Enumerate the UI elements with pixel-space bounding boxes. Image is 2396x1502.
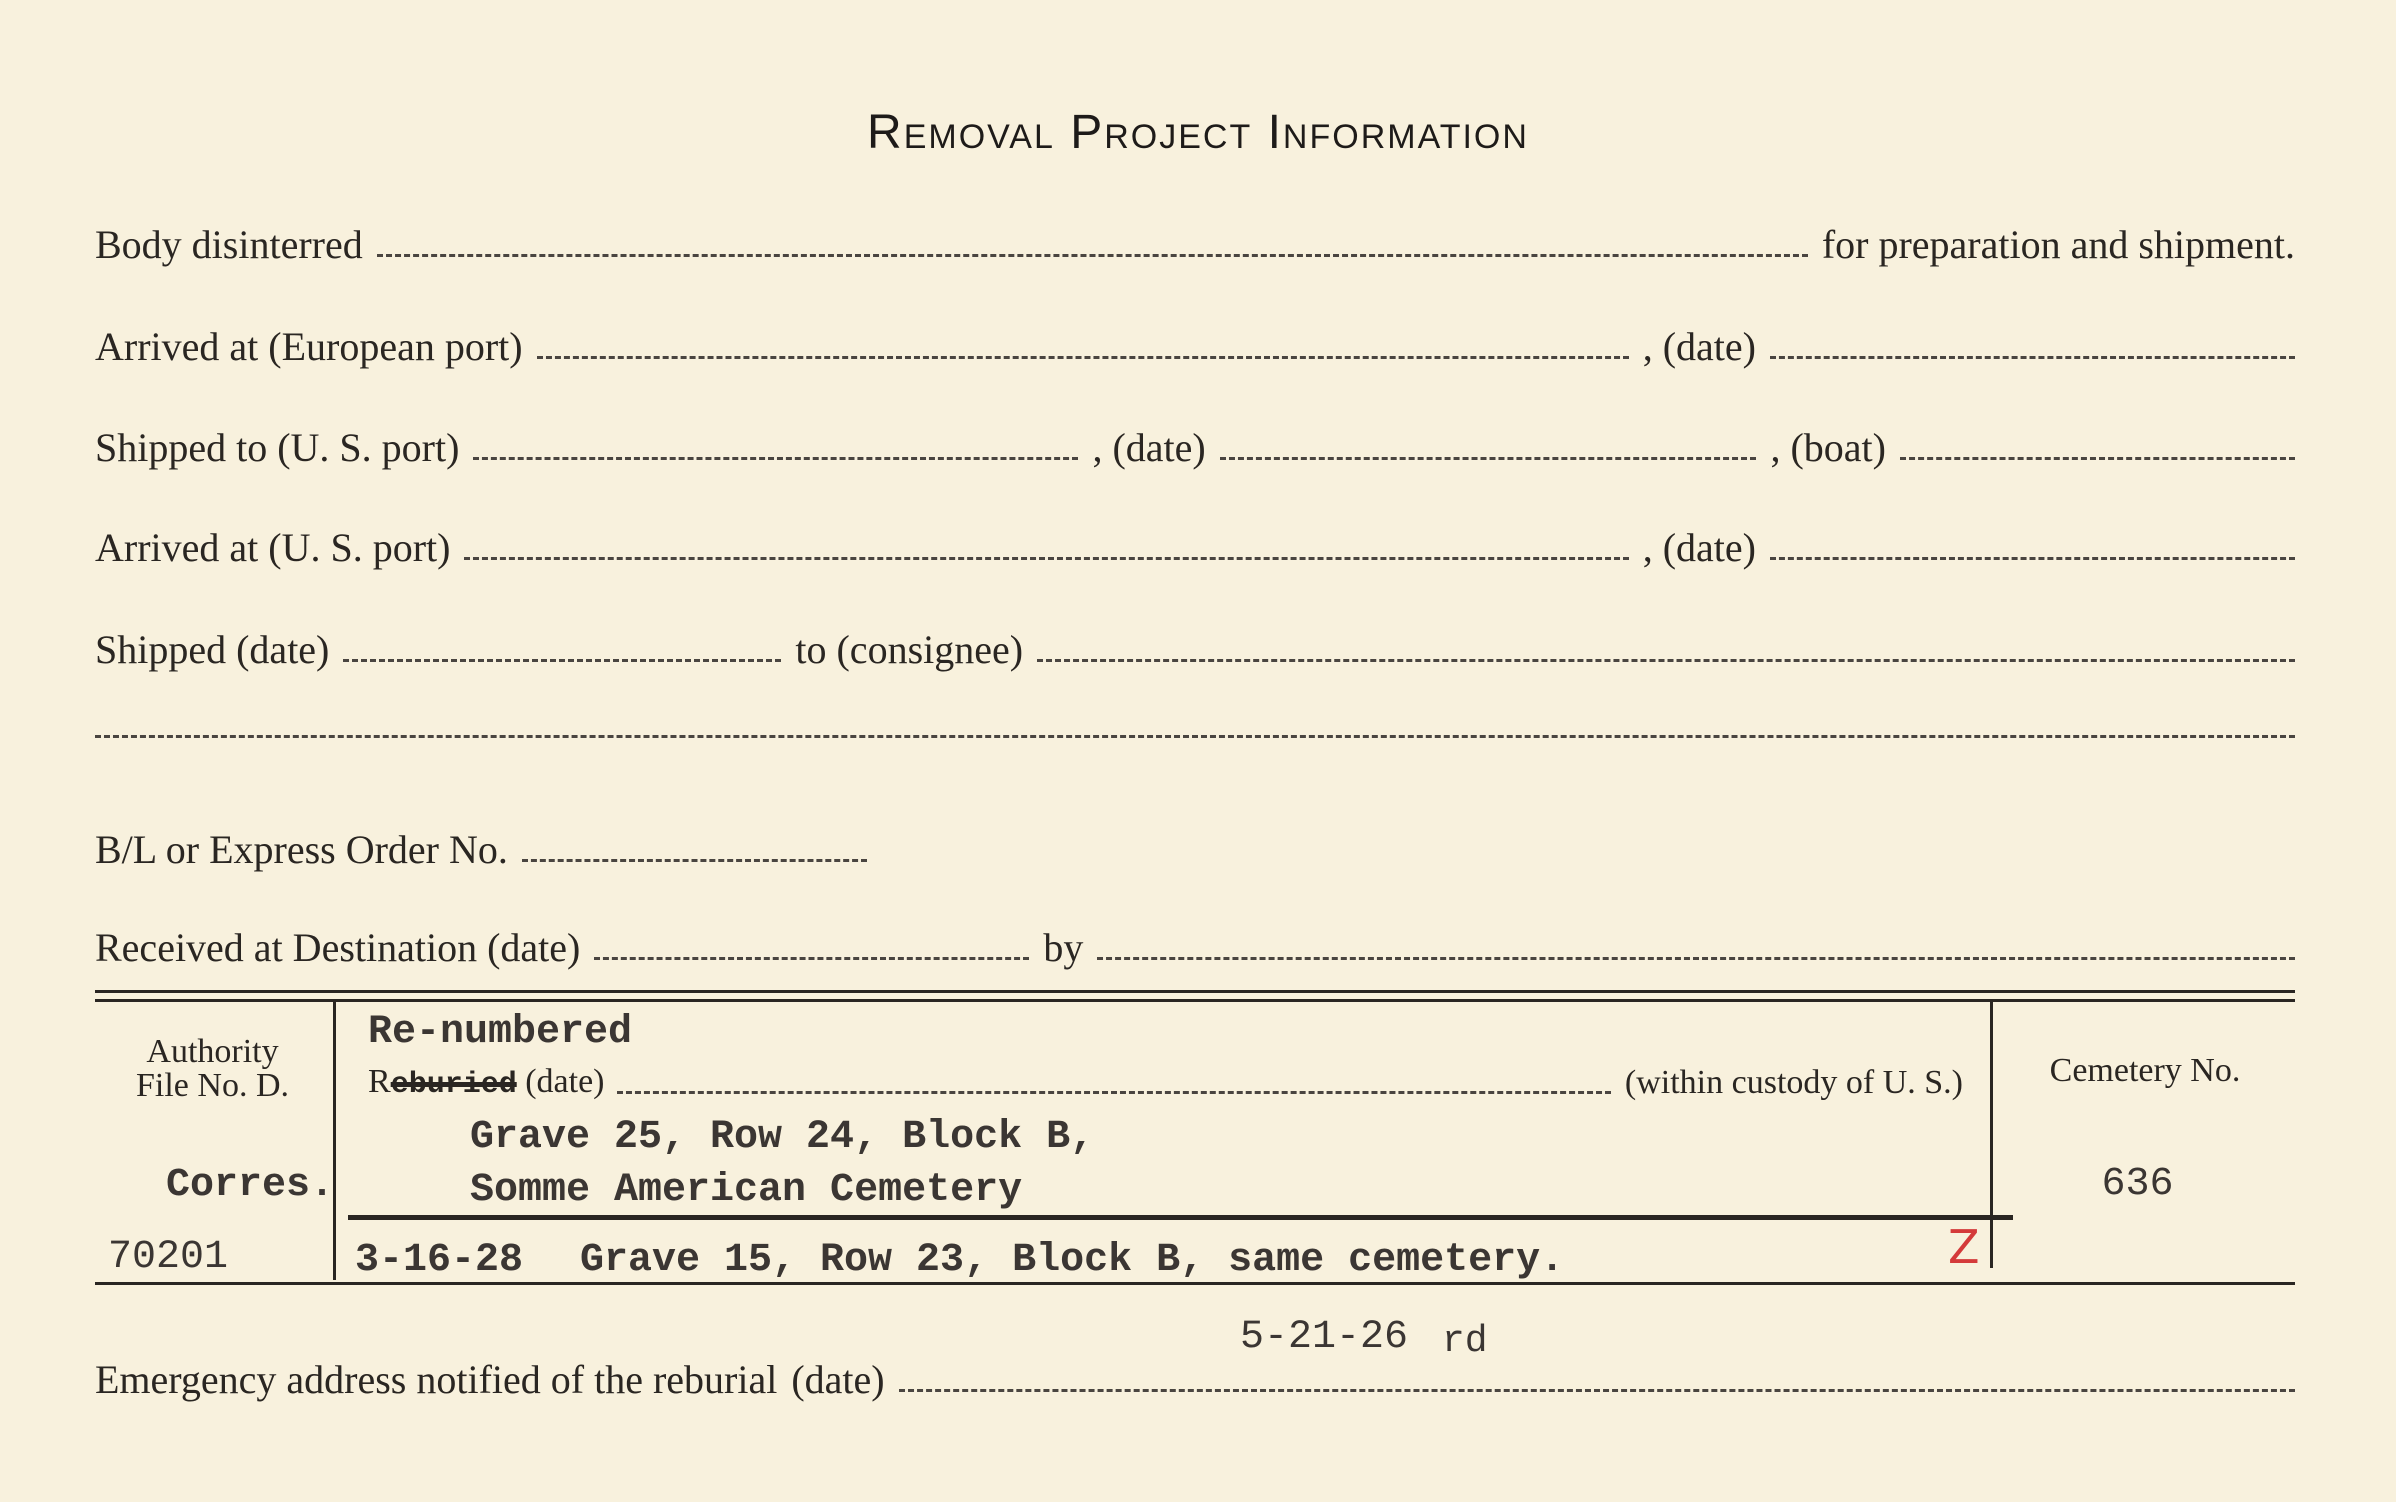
divider-bottom [95, 1282, 2295, 1285]
label-authority: Authority [146, 1033, 279, 1070]
label-cemetery-no: Cemetery No. [2049, 1052, 2241, 1089]
blank-received-date [594, 957, 1029, 960]
row-consignee-continued [95, 735, 2295, 746]
label-boat: , (boat) [1770, 425, 1886, 470]
authority-file-block [95, 1035, 330, 1103]
label-reburied [368, 1065, 617, 1100]
label-emergency-date: (date) [791, 1357, 885, 1402]
row-shipped-date [95, 627, 2295, 672]
blank-bl-express [522, 859, 867, 862]
corres-label: Corres. [166, 1163, 335, 1208]
label-received-destination: Received at Destination (date) [95, 925, 581, 970]
red-check-mark: Z [1948, 1220, 1980, 1274]
blank-consignee [1037, 659, 2295, 662]
label-arrived-european: Arrived at (European port) [95, 324, 523, 369]
row-body-disinterred [95, 222, 2295, 267]
renumbered-stamp: Re-numbered [368, 1010, 633, 1055]
row-emergency [95, 1357, 2295, 1402]
row-bl-express [95, 827, 2295, 872]
blank-us-arrival-port [464, 557, 1628, 560]
label-within-custody: (within custody of U. S.) [1624, 1064, 1963, 1101]
label-body-disinterred: Body disinterred [95, 222, 363, 267]
label-file-no: File No. D. [136, 1067, 289, 1104]
blank-body-disinterred [377, 254, 1808, 257]
emergency-date-value: 5-21-26 [1240, 1315, 1409, 1360]
label-by: by [1043, 925, 1084, 970]
divider-top [95, 990, 2295, 993]
label-date: , (date) [1092, 425, 1206, 470]
label-arrived-us: Arrived at (U. S. port) [95, 525, 451, 570]
column-divider-right [1990, 1000, 1993, 1268]
blank-emergency-date [899, 1389, 2295, 1392]
card-title: Removal Project Information [867, 106, 1529, 159]
label-shipped-to-us: Shipped to (U. S. port) [95, 425, 460, 470]
blank-ship-date [1220, 457, 1757, 460]
divider-top-double [95, 999, 2295, 1002]
label-to-consignee: to (consignee) [795, 627, 1024, 672]
blank-shipped-date [343, 659, 781, 662]
row-arrived-us [95, 525, 2295, 570]
file-number: 70201 [108, 1235, 229, 1280]
blank-consignee-continued [95, 735, 2295, 738]
renumber-underline [348, 1215, 2013, 1220]
label-shipped-date: Shipped (date) [95, 627, 330, 672]
label-emergency: Emergency address notified of the reburial [95, 1357, 778, 1402]
blank-us-arrival-date [1770, 557, 2295, 560]
blank-reburied-date [617, 1091, 1611, 1094]
renumber-date: 3-16-28 [355, 1238, 524, 1283]
blank-boat [1900, 457, 2295, 460]
label-for-preparation: for preparation and shipment. [1821, 222, 2295, 267]
blank-received-by [1097, 957, 2295, 960]
label-date: , (date) [1642, 324, 1756, 369]
row-received-destination [95, 925, 2295, 970]
grave-line-1: Grave 25, Row 24, Block B, [470, 1115, 1095, 1160]
column-divider-left [333, 1000, 336, 1280]
label-bl-express: B/L or Express Order No. [95, 827, 508, 872]
grave-line-2: Somme American Cemetery [470, 1168, 1023, 1213]
blank-european-date [1770, 356, 2295, 359]
row-reburied [368, 1065, 1963, 1100]
row-arrived-european [95, 324, 2295, 369]
cemetery-no-value: 636 [2101, 1162, 2174, 1207]
reburied-prefix: R [368, 1063, 391, 1100]
blank-european-port [537, 356, 1629, 359]
renumber-text: Grave 15, Row 23, Block B, same cemetery. [580, 1238, 1565, 1283]
reburied-struck: eburied [390, 1068, 517, 1102]
blank-us-port [473, 457, 1078, 460]
label-date: , (date) [1642, 525, 1756, 570]
emergency-suffix: rd [1442, 1320, 1488, 1363]
label-reburied-date: (date) [525, 1063, 605, 1100]
row-shipped-to-us [95, 425, 2295, 470]
